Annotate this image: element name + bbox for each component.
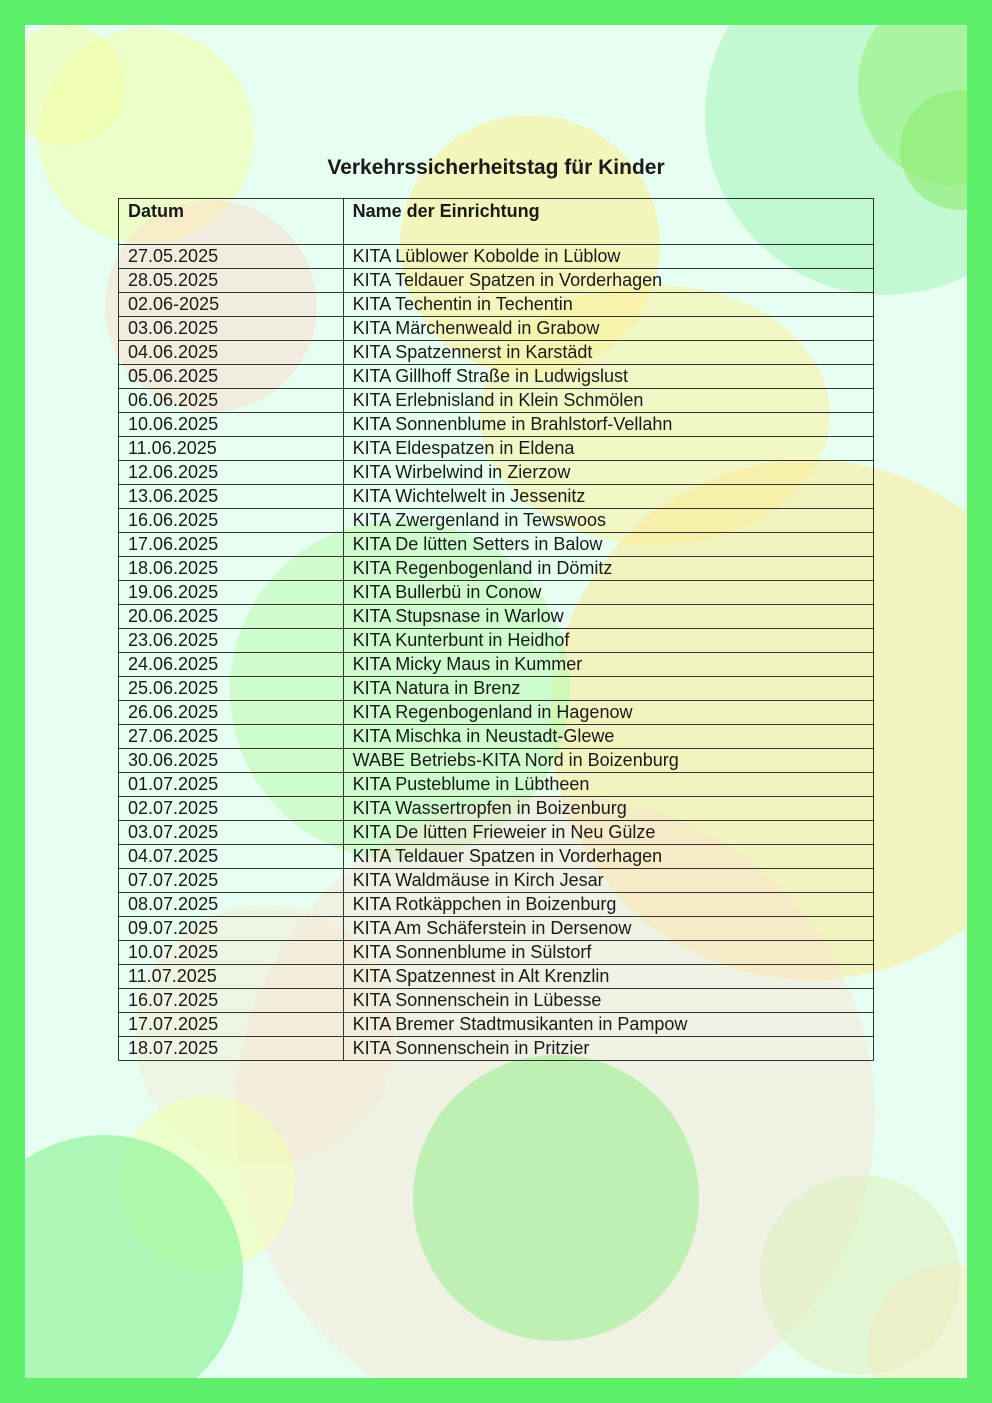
row-institution-name: KITA Bremer Stadtmusikanten in Pampow [343,1013,873,1037]
table-row [119,437,874,461]
row-date: 19.06.2025 [119,581,344,605]
row-date: 03.07.2025 [119,821,344,845]
row-institution-name: KITA Mischka in Neustadt-Glewe [343,725,873,749]
row-institution-name: KITA Erlebnisland in Klein Schmölen [343,389,873,413]
row-institution-name: KITA De lütten Setters in Balow [343,533,873,557]
table-row [119,317,874,341]
table-row [119,533,874,557]
row-institution-name: KITA Eldespatzen in Eldena [343,437,873,461]
row-institution-name: KITA Kunterbunt in Heidhof [343,629,873,653]
table-row [119,797,874,821]
row-institution-name: KITA Waldmäuse in Kirch Jesar [343,869,873,893]
row-date: 05.06.2025 [119,365,344,389]
row-date: 18.06.2025 [119,557,344,581]
table-row [119,845,874,869]
table-row [119,629,874,653]
row-date: 07.07.2025 [119,869,344,893]
row-institution-name: KITA Wichtelwelt in Jessenitz [343,485,873,509]
row-institution-name: WABE Betriebs-KITA Nord in Boizenburg [343,749,873,773]
decor-bubble [413,1055,699,1341]
row-date: 06.06.2025 [119,389,344,413]
row-institution-name: KITA Regenbogenland in Dömitz [343,557,873,581]
table-row [119,557,874,581]
table-row [119,293,874,317]
row-date: 25.06.2025 [119,677,344,701]
row-date: 10.06.2025 [119,413,344,437]
row-date: 24.06.2025 [119,653,344,677]
row-institution-name: KITA Natura in Brenz [343,677,873,701]
row-institution-name: KITA Teldauer Spatzen in Vorderhagen [343,269,873,293]
row-institution-name: KITA Spatzennerst in Karstädt [343,341,873,365]
row-institution-name: KITA Stupsnase in Warlow [343,605,873,629]
row-institution-name: KITA Techentin in Techentin [343,293,873,317]
table-row [119,413,874,437]
row-date: 28.05.2025 [119,269,344,293]
row-date: 02.06-2025 [119,293,344,317]
row-date: 04.07.2025 [119,845,344,869]
table-header-row [119,199,874,245]
row-institution-name: KITA Sonnenblume in Brahlstorf-Vellahn [343,413,873,437]
row-date: 27.05.2025 [119,245,344,269]
row-date: 11.06.2025 [119,437,344,461]
table-row [119,1037,874,1061]
table-row [119,725,874,749]
row-institution-name: KITA Spatzennest in Alt Krenzlin [343,965,873,989]
table-row [119,389,874,413]
table-row [119,485,874,509]
row-institution-name: KITA Sonnenschein in Lübesse [343,989,873,1013]
table-row [119,941,874,965]
row-date: 13.06.2025 [119,485,344,509]
row-date: 17.06.2025 [119,533,344,557]
row-date: 01.07.2025 [119,773,344,797]
row-institution-name: KITA Regenbogenland in Hagenow [343,701,873,725]
table-row [119,365,874,389]
row-date: 18.07.2025 [119,1037,344,1061]
row-institution-name: KITA Micky Maus in Kummer [343,653,873,677]
row-date: 11.07.2025 [119,965,344,989]
row-institution-name: KITA Zwergenland in Tewswoos [343,509,873,533]
table-row [119,965,874,989]
table-row [119,653,874,677]
table-row [119,605,874,629]
table-row [119,341,874,365]
row-institution-name: KITA Wassertropfen in Boizenburg [343,797,873,821]
table-row [119,869,874,893]
row-institution-name: KITA Pusteblume in Lübtheen [343,773,873,797]
row-date: 03.06.2025 [119,317,344,341]
row-date: 26.06.2025 [119,701,344,725]
table-row [119,701,874,725]
column-header-name: Name der Einrichtung [343,199,873,245]
table-row [119,461,874,485]
row-date: 10.07.2025 [119,941,344,965]
row-institution-name: KITA Wirbelwind in Zierzow [343,461,873,485]
table-body [119,245,874,1061]
column-header-date: Datum [119,199,344,245]
row-institution-name: KITA Am Schäferstein in Dersenow [343,917,873,941]
row-date: 04.06.2025 [119,341,344,365]
row-date: 08.07.2025 [119,893,344,917]
row-institution-name: KITA Rotkäppchen in Boizenburg [343,893,873,917]
table-row [119,269,874,293]
table-row [119,773,874,797]
table-row [119,749,874,773]
row-institution-name: KITA Sonnenschein in Pritzier [343,1037,873,1061]
row-date: 20.06.2025 [119,605,344,629]
row-date: 02.07.2025 [119,797,344,821]
row-institution-name: KITA Teldauer Spatzen in Vorderhagen [343,845,873,869]
table-row [119,821,874,845]
row-institution-name: KITA De lütten Frieweier in Neu Gülze [343,821,873,845]
row-institution-name: KITA Bullerbü in Conow [343,581,873,605]
row-date: 09.07.2025 [119,917,344,941]
row-institution-name: KITA Märchenweald in Grabow [343,317,873,341]
schedule-table [118,198,874,1061]
row-date: 30.06.2025 [119,749,344,773]
row-date: 23.06.2025 [119,629,344,653]
row-institution-name: KITA Sonnenblume in Sülstorf [343,941,873,965]
table-row [119,581,874,605]
row-institution-name: KITA Gillhoff Straße in Ludwigslust [343,365,873,389]
row-date: 16.06.2025 [119,509,344,533]
table-row [119,989,874,1013]
table-row [119,917,874,941]
table-row [119,677,874,701]
page-title: Verkehrssicherheitstag für Kinder [327,156,665,179]
row-institution-name: KITA Lüblower Kobolde in Lüblow [343,245,873,269]
table-row [119,509,874,533]
table-row [119,245,874,269]
row-date: 27.06.2025 [119,725,344,749]
row-date: 12.06.2025 [119,461,344,485]
table-row [119,893,874,917]
table-row [119,1013,874,1037]
row-date: 16.07.2025 [119,989,344,1013]
row-date: 17.07.2025 [119,1013,344,1037]
